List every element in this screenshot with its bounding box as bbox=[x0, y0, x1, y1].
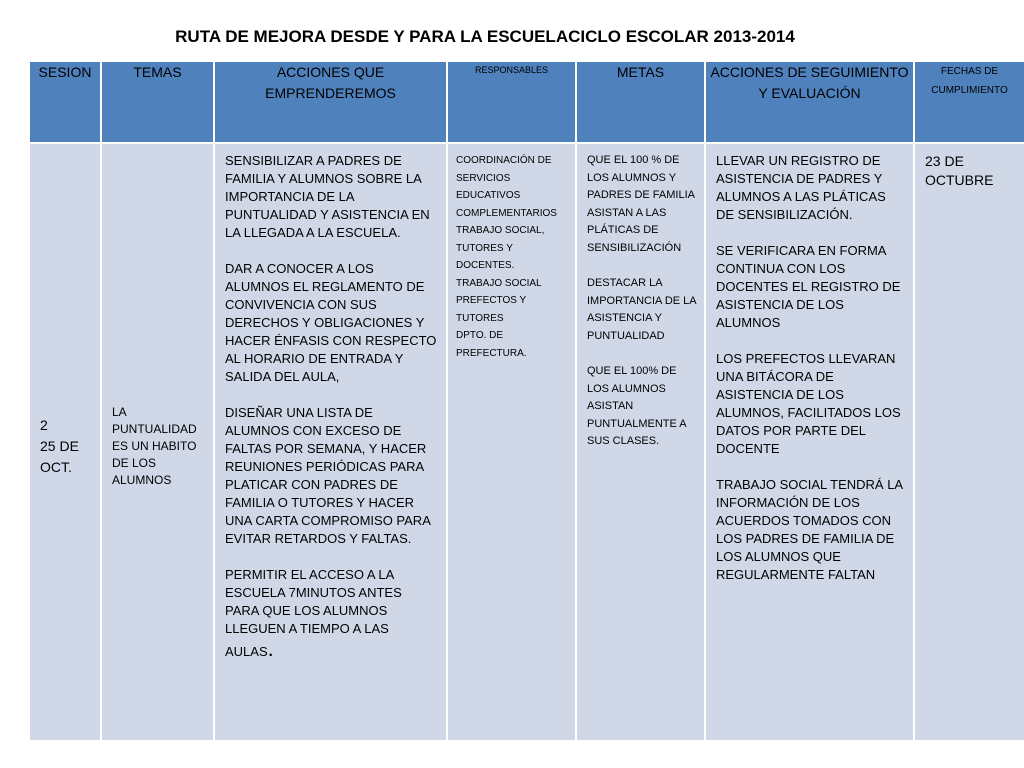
cell-seguimiento bbox=[705, 143, 914, 741]
header-responsables: RESPONSABLES bbox=[447, 61, 576, 143]
table-row bbox=[29, 143, 1024, 741]
cell-fechas: 23 DE OCTUBRE bbox=[914, 143, 1024, 741]
responsable-item: COORDINACIÓN DE SERVICIOS EDUCATIVOS COMPLEMENTARIOS bbox=[456, 155, 557, 219]
accion-item: DISEÑAR UNA LISTA DE ALUMNOS CON EXCESO DE FALTAS POR SEMANA, Y HACER REUNIONES PERIÓDICAS PARA PLATICAR CON PADRES DE FAMILIA O TUTORES Y HACER UNA CARTA COMPROMISO PARA EVITAR RETARDOS Y FALTAS. bbox=[225, 405, 431, 546]
sesion-number: 2 bbox=[40, 416, 48, 433]
sesion-date: 25 DE OCT. bbox=[40, 437, 79, 475]
responsable-item: TRABAJO SOCIAL, TUTORES Y DOCENTES. bbox=[456, 225, 545, 271]
improvement-plan-table bbox=[28, 60, 1024, 742]
header-row bbox=[29, 61, 1024, 143]
page-title: RUTA DE MEJORA DESDE Y PARA LA ESCUELACICLO ESCOLAR 2013-2014 bbox=[175, 27, 795, 46]
cell-metas bbox=[576, 143, 705, 741]
header-acciones: ACCIONES QUE EMPRENDEREMOS bbox=[214, 61, 447, 143]
meta-item: QUE EL 100 % DE LOS ALUMNOS Y PADRES DE FAMILIA ASISTAN A LAS PLÁTICAS DE SENSIBILIZACIÓN bbox=[587, 154, 695, 254]
meta-item: DESTACAR LA IMPORTANCIA DE LA ASISTENCIA Y PUNTUALIDAD bbox=[587, 277, 697, 342]
header-temas: TEMAS bbox=[101, 61, 214, 143]
cell-sesion bbox=[29, 143, 101, 741]
accion-item: DAR A CONOCER A LOS ALUMNOS EL REGLAMENTO DE CONVIVENCIA CON SUS DERECHOS Y OBLIGACIONES Y HACER ÉNFASIS CON RESPECTO AL HORARIO DE ENTRADA Y SALIDA DEL AULA, bbox=[225, 261, 437, 384]
cell-temas: LA PUNTUALIDAD ES UN HABITO DE LOS ALUMNOS bbox=[101, 143, 214, 741]
responsable-item: TRABAJO SOCIAL PREFECTOS Y TUTORES bbox=[456, 277, 542, 324]
header-sesion: SESION bbox=[29, 61, 101, 143]
accion-item: SENSIBILIZAR A PADRES DE FAMILIA Y ALUMNOS SOBRE LA IMPORTANCIA DE LA PUNTUALIDAD Y ASISTENCIA EN LA LLEGADA A LA ESCUELA. bbox=[225, 153, 430, 240]
seguimiento-item: SE VERIFICARA EN FORMA CONTINUA CON LOS DOCENTES EL REGISTRO DE ASISTENCIA DE LOS ALUMNOS bbox=[716, 243, 901, 330]
cell-acciones bbox=[214, 143, 447, 741]
header-fechas: FECHAS DE CUMPLIMIENTO bbox=[914, 61, 1024, 143]
cell-responsables bbox=[447, 143, 576, 741]
meta-item: QUE EL 100% DE LOS ALUMNOS ASISTAN PUNTUALMENTE A SUS CLASES. bbox=[587, 365, 687, 447]
seguimiento-item: LOS PREFECTOS LLEVARAN UNA BITÁCORA DE ASISTENCIA DE LOS ALUMNOS, FACILITADOS LOS DATOS POR PARTE DEL DOCENTE bbox=[716, 351, 901, 456]
header-seguimiento: ACCIONES DE SEGUIMIENTO Y EVALUACIÓN bbox=[705, 61, 914, 143]
responsable-item: DPTO. DE PREFECTURA. bbox=[456, 330, 527, 359]
final-period: . bbox=[267, 636, 274, 661]
accion-item bbox=[225, 566, 438, 661]
accion-item-text: PERMITIR EL ACCESO A LA ESCUELA 7MINUTOS ANTES PARA QUE LOS ALUMNOS LLEGUEN A TIEMPO A LAS AULAS bbox=[225, 567, 402, 659]
seguimiento-item: LLEVAR UN REGISTRO DE ASISTENCIA DE PADRES Y ALUMNOS A LAS PLÁTICAS DE SENSIBILIZACIÓN. bbox=[716, 153, 886, 222]
seguimiento-item: TRABAJO SOCIAL TENDRÁ LA INFORMACIÓN DE LOS ACUERDOS TOMADOS CON LOS PADRES DE FAMILIA DE LOS ALUMNOS QUE REGULARMENTE FALTAN bbox=[716, 477, 903, 582]
header-metas: METAS bbox=[576, 61, 705, 143]
